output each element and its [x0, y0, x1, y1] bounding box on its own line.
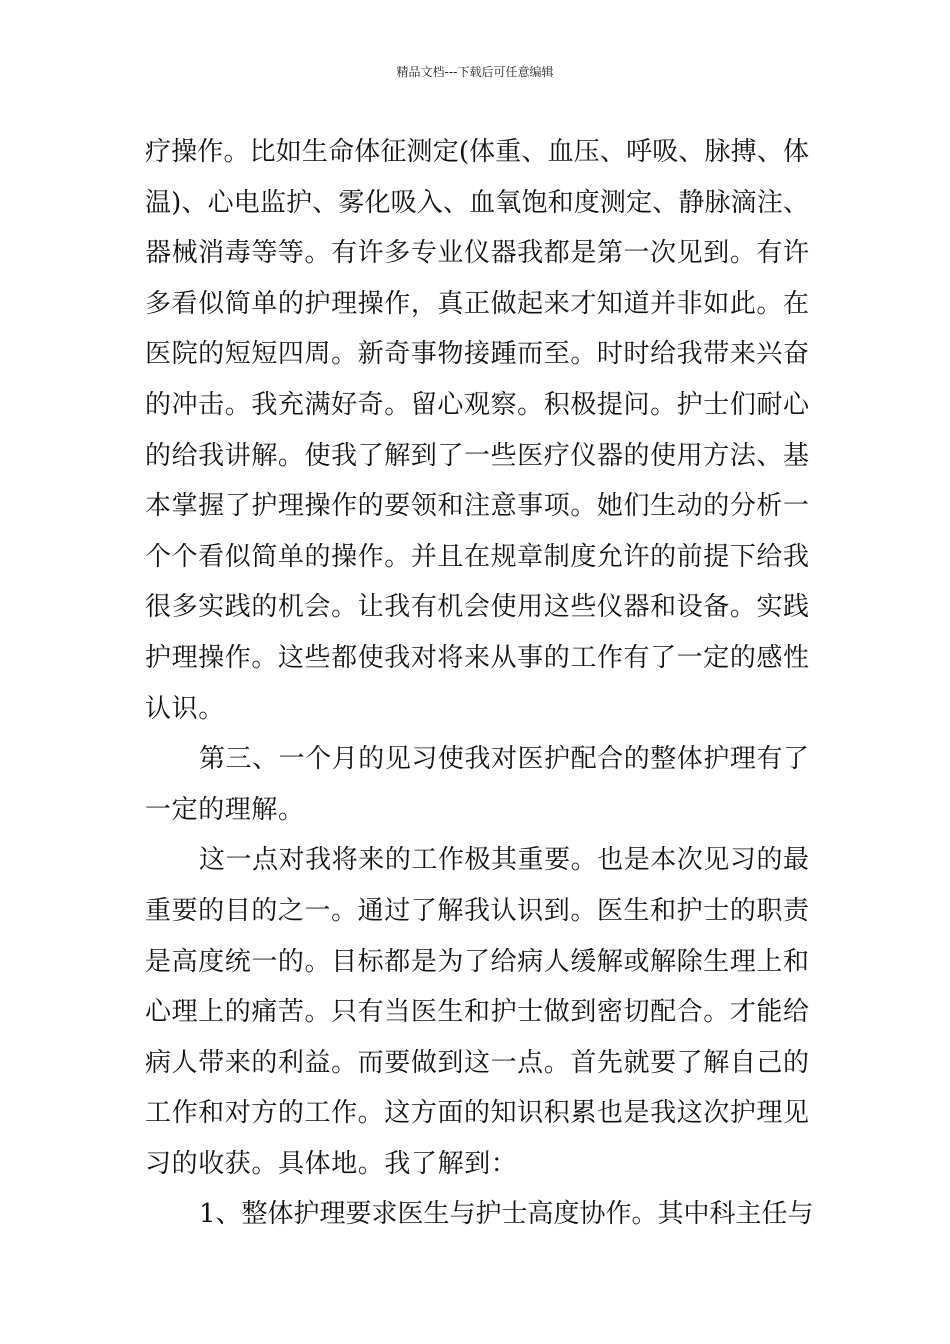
- text-line: 多看似简单的护理操作，真正做起来才知道并非如此。在: [145, 288, 809, 319]
- text-line: 的给我讲解。使我了解到了一些医疗仪器的使用方法、基: [145, 440, 809, 471]
- text-line: 重要的目的之一。通过了解我认识到。医生和护士的职责: [145, 895, 809, 926]
- text-line: 病人带来的利益。而要做到这一点。首先就要了解自己的: [145, 1047, 809, 1078]
- text-line: 本掌握了护理操作的要领和注意事项。她们生动的分析一: [145, 491, 809, 522]
- text-line: 一定的理解。: [145, 794, 305, 825]
- text-line: 医院的短短四周。新奇事物接踵而至。时时给我带来兴奋: [145, 339, 809, 370]
- text-line: 疗操作。比如生命体征测定(体重、血压、呼吸、脉搏、体: [145, 137, 809, 167]
- text-line: 是高度统一的。目标都是为了给病人缓解或解除生理上和: [145, 946, 809, 977]
- text-line: 个个看似简单的操作。并且在规章制度允许的前提下给我: [145, 541, 809, 572]
- document-body: [145, 127, 814, 1240]
- paragraph-first-line: 这一点对我将来的工作极其重要。也是本次见习的最: [199, 845, 809, 876]
- text-line: 温)、心电监护、雾化吸入、血氧饱和度测定、静脉滴注、: [145, 187, 809, 218]
- text-line: 心理上的痛苦。只有当医生和护士做到密切配合。才能给: [145, 997, 809, 1028]
- text-line: 护理操作。这些都使我对将来从事的工作有了一定的感性: [145, 642, 809, 673]
- text-line: 的冲击。我充满好奇。留心观察。积极提问。护士们耐心: [145, 389, 809, 420]
- paragraph-first-line: 第三、一个月的见习使我对医护配合的整体护理有了: [199, 744, 809, 775]
- page-header: 精品文档---下载后可任意编辑: [396, 65, 554, 79]
- paragraph-first-line: 1、整体护理要求医生与护士高度协作。其中科主任与: [199, 1199, 814, 1230]
- text-line: 工作和对方的工作。这方面的知识积累也是我这次护理见: [145, 1098, 809, 1129]
- text-line: 认识。: [145, 693, 225, 724]
- text-line: 很多实践的机会。让我有机会使用这些仪器和设备。实践: [145, 592, 809, 623]
- text-line: 习的收获。具体地。我了解到：: [145, 1148, 518, 1179]
- text-line: 器械消毒等等。有许多专业仪器我都是第一次见到。有许: [145, 238, 809, 269]
